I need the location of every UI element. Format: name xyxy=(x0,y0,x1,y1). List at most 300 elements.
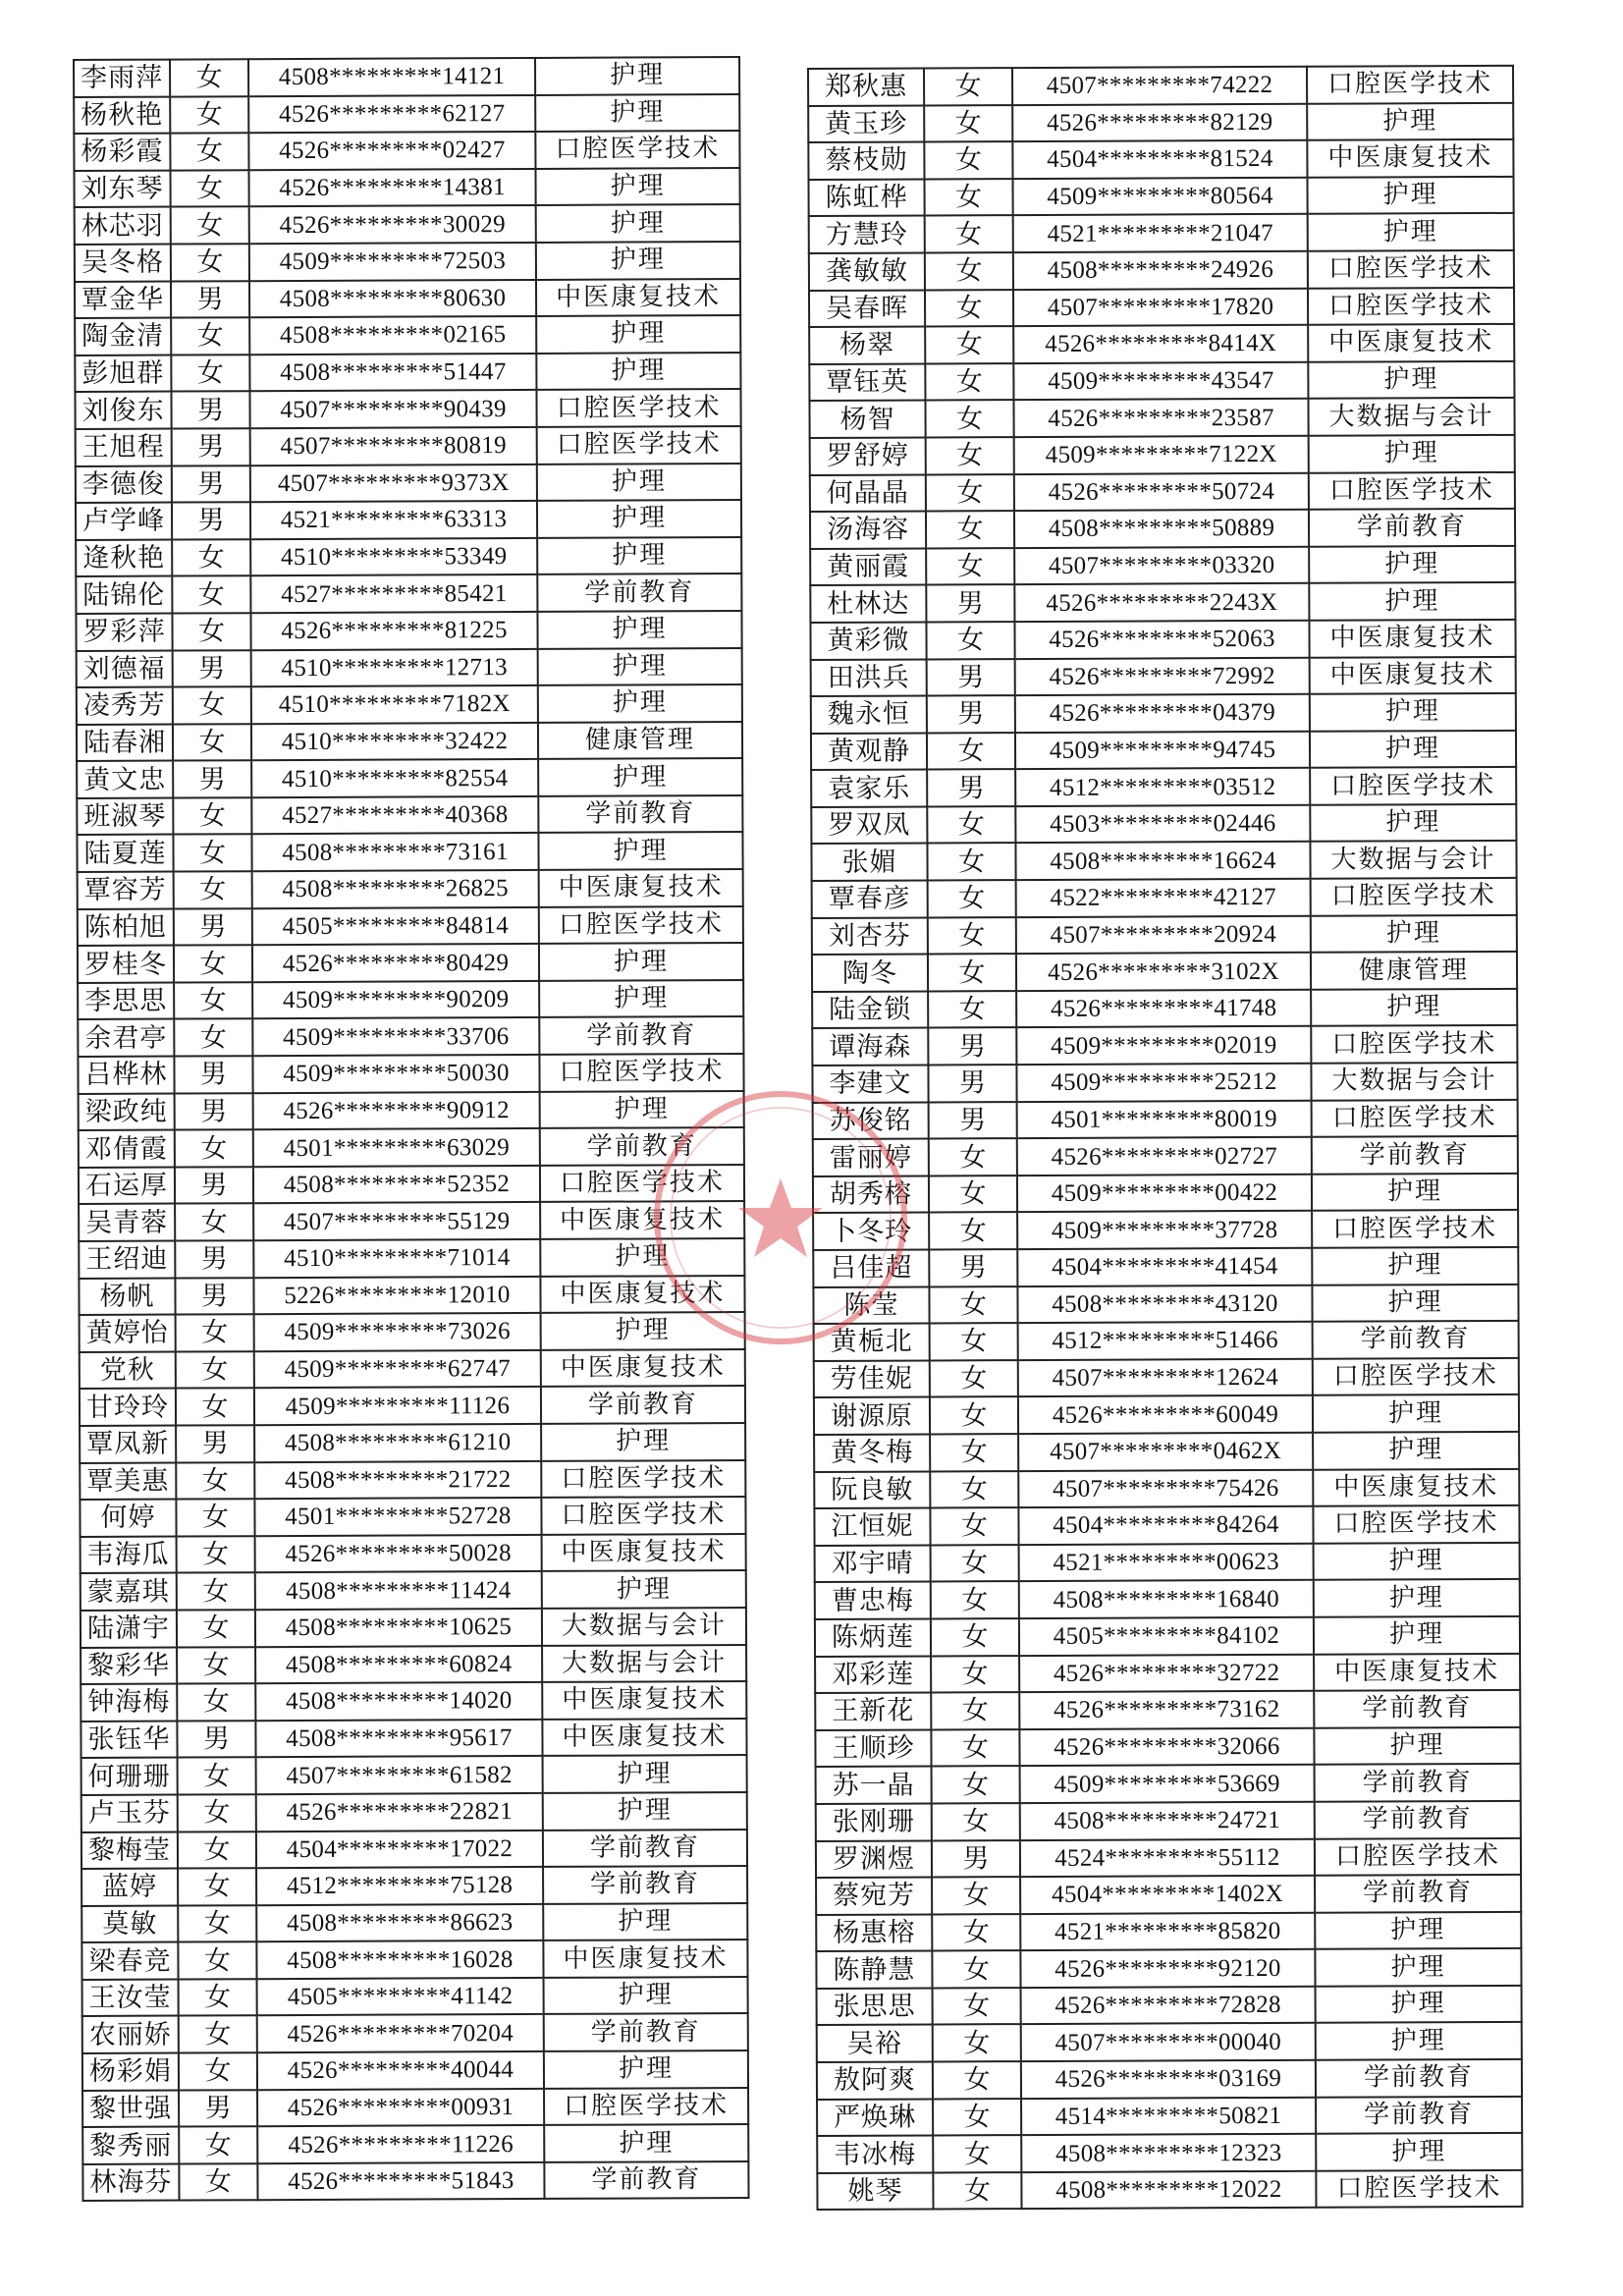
id-number-cell: 4509*********72503 xyxy=(249,243,536,281)
major-cell: 健康管理 xyxy=(538,722,742,760)
id-number-cell: 4521*********00623 xyxy=(1019,1544,1314,1582)
name-cell: 李建文 xyxy=(812,1066,928,1103)
gender-cell: 女 xyxy=(179,2016,257,2053)
right-table-row xyxy=(811,693,1516,734)
id-number-cell: 4509*********53669 xyxy=(1020,1765,1315,1803)
gender-cell: 男 xyxy=(172,465,250,503)
id-number-cell: 4509*********73026 xyxy=(254,1313,541,1351)
gender-cell: 男 xyxy=(175,1278,253,1315)
name-cell: 蒙嘉琪 xyxy=(81,1573,177,1611)
major-cell: 口腔医学技术 xyxy=(1307,66,1513,104)
right-table-row xyxy=(811,731,1516,771)
major-cell: 学前教育 xyxy=(543,1866,747,1904)
major-cell: 护理 xyxy=(543,1792,747,1831)
major-cell: 护理 xyxy=(537,464,741,502)
id-number-cell: 4508*********16624 xyxy=(1015,842,1310,880)
left-table-row xyxy=(75,204,740,245)
right-table-row xyxy=(810,582,1515,623)
gender-cell: 女 xyxy=(179,2163,257,2201)
left-table-row xyxy=(76,464,741,504)
right-table-row xyxy=(810,546,1515,586)
major-cell: 中医康复技术 xyxy=(536,279,740,317)
major-cell: 口腔医学技术 xyxy=(1313,1358,1519,1396)
name-cell: 黄彩微 xyxy=(810,622,926,659)
gender-cell: 女 xyxy=(930,1507,1018,1545)
name-cell: 黄冬梅 xyxy=(814,1434,930,1471)
id-number-cell: 4509*********90209 xyxy=(252,981,539,1019)
major-cell: 护理 xyxy=(541,1423,745,1461)
left-table-row xyxy=(81,1570,746,1611)
id-number-cell: 4508*********24721 xyxy=(1020,1802,1315,1840)
id-number-cell: 4526*********03169 xyxy=(1021,2060,1316,2099)
gender-cell: 女 xyxy=(924,68,1012,105)
id-number-cell: 4508*********73161 xyxy=(251,833,538,871)
gender-cell: 男 xyxy=(175,1167,253,1204)
name-cell: 党秋 xyxy=(80,1351,176,1389)
major-cell: 健康管理 xyxy=(1311,952,1517,990)
gender-cell: 男 xyxy=(173,650,251,687)
name-cell: 邓彩莲 xyxy=(815,1656,931,1693)
right-table-row xyxy=(816,1875,1521,1915)
name-cell: 黄婷怡 xyxy=(80,1315,176,1352)
id-number-cell: 4526*********62127 xyxy=(248,95,535,134)
gender-cell: 女 xyxy=(933,2135,1021,2172)
gender-cell: 女 xyxy=(933,2061,1021,2099)
name-cell: 黎世强 xyxy=(82,2090,179,2127)
id-number-cell: 4526*********23587 xyxy=(1013,399,1308,437)
right-table-row xyxy=(809,324,1514,364)
id-number-cell: 4504*********84264 xyxy=(1018,1506,1313,1545)
right-table-row xyxy=(814,1394,1519,1435)
major-cell: 大数据与会计 xyxy=(1310,841,1516,879)
right-table-row xyxy=(811,804,1516,845)
id-number-cell: 4509*********94745 xyxy=(1015,731,1310,769)
id-number-cell: 4507*********20924 xyxy=(1016,915,1311,954)
gender-cell: 女 xyxy=(926,622,1014,659)
left-table-row xyxy=(75,353,740,393)
id-number-cell: 4526*********32722 xyxy=(1019,1654,1314,1692)
right-table-row xyxy=(817,2096,1522,2136)
gender-cell: 女 xyxy=(178,1831,256,1869)
major-cell: 学前教育 xyxy=(1315,1801,1521,1839)
gender-cell: 女 xyxy=(931,1618,1019,1656)
name-cell: 蔡枝勋 xyxy=(808,142,924,180)
id-number-cell: 4512*********51466 xyxy=(1018,1322,1313,1360)
gender-cell: 女 xyxy=(931,1692,1019,1729)
id-number-cell: 4522*********42127 xyxy=(1016,879,1311,917)
right-table-row xyxy=(815,1653,1520,1693)
id-number-cell: 4501*********63029 xyxy=(253,1128,540,1167)
id-number-cell: 4509*********80564 xyxy=(1012,178,1307,216)
id-number-cell: 4501*********52728 xyxy=(254,1498,541,1536)
major-cell: 护理 xyxy=(536,353,740,391)
name-cell: 陆春湘 xyxy=(77,724,173,761)
name-cell: 林海芬 xyxy=(82,2163,179,2201)
id-number-cell: 4509*********7122X xyxy=(1014,436,1309,474)
name-cell: 蔡宛芳 xyxy=(816,1878,932,1915)
gender-cell: 女 xyxy=(178,1758,256,1795)
name-cell: 袁家乐 xyxy=(811,770,927,807)
id-number-cell: 4501*********80019 xyxy=(1017,1100,1312,1138)
major-cell: 口腔医学技术 xyxy=(1308,287,1514,325)
major-cell: 护理 xyxy=(544,2124,748,2162)
id-number-cell: 4508*********14121 xyxy=(248,58,535,96)
gender-cell: 男 xyxy=(927,769,1015,806)
major-cell: 护理 xyxy=(1310,731,1516,769)
name-cell: 杨彩娟 xyxy=(82,2053,179,2091)
gender-cell: 女 xyxy=(930,1323,1018,1360)
right-table-row xyxy=(816,1912,1521,1952)
major-cell: 护理 xyxy=(1309,582,1515,621)
name-cell: 彭旭群 xyxy=(75,355,171,392)
gender-cell: 女 xyxy=(930,1396,1018,1434)
gender-cell: 女 xyxy=(933,1988,1021,2025)
id-number-cell: 4507*********61582 xyxy=(256,1756,543,1794)
name-cell: 王绍迪 xyxy=(79,1241,175,1279)
gender-cell: 女 xyxy=(924,179,1012,216)
right-table-row xyxy=(815,1727,1520,1768)
gender-cell: 女 xyxy=(927,806,1015,844)
id-number-cell: 4510*********32422 xyxy=(251,723,538,761)
name-cell: 杜林达 xyxy=(810,585,926,623)
right-table-row xyxy=(816,1948,1521,1989)
gender-cell: 女 xyxy=(925,400,1013,437)
name-cell: 张思思 xyxy=(817,1988,933,2025)
major-cell: 学前教育 xyxy=(1316,2059,1522,2098)
gender-cell: 男 xyxy=(176,1425,254,1462)
major-cell: 口腔医学技术 xyxy=(1311,1025,1517,1064)
name-cell: 胡秀榕 xyxy=(813,1175,929,1213)
id-number-cell: 4526*********00931 xyxy=(257,2089,544,2127)
id-number-cell: 4503*********02446 xyxy=(1015,805,1310,844)
id-number-cell: 4526*********70204 xyxy=(257,2014,544,2052)
gender-cell: 男 xyxy=(175,1093,253,1130)
major-cell: 中医康复技术 xyxy=(540,1201,744,1239)
name-cell: 陈炳莲 xyxy=(815,1618,931,1656)
right-table-row xyxy=(817,2022,1522,2062)
right-table-row xyxy=(813,1174,1518,1214)
major-cell: 护理 xyxy=(1308,361,1514,400)
major-cell: 护理 xyxy=(1308,213,1514,251)
major-cell: 护理 xyxy=(541,1312,745,1350)
id-number-cell: 4509*********43547 xyxy=(1013,362,1308,401)
major-cell: 中医康复技术 xyxy=(542,1681,746,1720)
gender-cell: 女 xyxy=(177,1610,255,1647)
name-cell: 杨翠 xyxy=(809,327,925,364)
left-table-row xyxy=(79,1165,744,1205)
id-number-cell: 4504*********17022 xyxy=(256,1830,543,1868)
left-table-row xyxy=(77,648,742,688)
gender-cell: 女 xyxy=(173,835,251,872)
right-table-row xyxy=(812,1063,1517,1103)
major-cell: 中医康复技术 xyxy=(1313,1468,1519,1506)
left-table-row xyxy=(79,1238,744,1279)
major-cell: 中医康复技术 xyxy=(540,1276,744,1314)
right-table-row xyxy=(810,471,1515,512)
gender-cell: 男 xyxy=(928,1028,1016,1066)
major-cell: 学前教育 xyxy=(543,1830,747,1868)
id-number-cell: 4526*********72828 xyxy=(1021,1987,1316,2025)
major-cell: 中医康复技术 xyxy=(1310,656,1516,694)
gender-cell: 男 xyxy=(171,392,249,429)
id-number-cell: 4508*********52352 xyxy=(253,1166,540,1204)
left-table-row xyxy=(81,1681,746,1722)
major-cell: 学前教育 xyxy=(539,1016,743,1055)
name-cell: 敖阿爽 xyxy=(817,2062,933,2100)
gender-cell: 女 xyxy=(930,1360,1018,1397)
right-table-row xyxy=(811,656,1516,696)
name-cell: 陈虹桦 xyxy=(808,179,924,216)
major-cell: 中医康复技术 xyxy=(539,869,743,907)
gender-cell: 女 xyxy=(927,733,1015,770)
left-table-row xyxy=(79,1091,744,1131)
major-cell: 护理 xyxy=(1311,915,1517,954)
name-cell: 钟海梅 xyxy=(81,1684,177,1722)
id-number-cell: 4526*********8414X xyxy=(1013,325,1308,363)
name-cell: 王汝莹 xyxy=(82,1979,179,2016)
name-cell: 王旭程 xyxy=(76,429,172,466)
gender-cell: 男 xyxy=(932,1840,1020,1878)
major-cell: 学前教育 xyxy=(1315,1764,1521,1802)
gender-cell: 女 xyxy=(179,2126,257,2163)
id-number-cell: 4508*********80630 xyxy=(249,280,536,318)
major-cell: 中医康复技术 xyxy=(541,1349,745,1388)
name-cell: 杨帆 xyxy=(79,1278,175,1315)
gender-cell: 女 xyxy=(170,133,248,170)
right-table-row xyxy=(812,952,1517,992)
id-number-cell: 4504*********41454 xyxy=(1017,1248,1312,1286)
major-cell: 口腔医学技术 xyxy=(541,1497,745,1535)
name-cell: 黄丽霞 xyxy=(810,548,926,585)
name-cell: 梁政纯 xyxy=(79,1093,175,1130)
name-cell: 覃容芳 xyxy=(78,872,174,909)
major-cell: 护理 xyxy=(1310,804,1516,843)
left-table-row xyxy=(78,943,743,983)
id-number-cell: 4507*********17820 xyxy=(1013,288,1308,326)
name-cell: 黄文忠 xyxy=(77,761,173,798)
major-cell: 大数据与会计 xyxy=(542,1645,746,1683)
gender-cell: 女 xyxy=(925,290,1013,327)
id-number-cell: 4508*********11424 xyxy=(255,1571,542,1610)
right-table-row xyxy=(808,102,1513,142)
left-table-row xyxy=(74,57,739,97)
name-cell: 林芯羽 xyxy=(75,207,171,245)
major-cell: 中医康复技术 xyxy=(542,1719,746,1757)
name-cell: 陈莹 xyxy=(813,1286,929,1324)
name-cell: 石运厚 xyxy=(79,1167,175,1204)
major-cell: 学前教育 xyxy=(1315,1875,1521,1913)
name-cell: 覃金华 xyxy=(75,281,171,318)
major-cell: 学前教育 xyxy=(538,795,742,834)
left-table-row xyxy=(77,722,742,762)
major-cell: 学前教育 xyxy=(544,2013,748,2051)
major-cell: 学前教育 xyxy=(537,574,741,612)
left-table-row xyxy=(76,574,741,614)
major-cell: 护理 xyxy=(537,537,741,575)
major-cell: 护理 xyxy=(535,57,739,95)
id-number-cell: 4512*********75128 xyxy=(256,1867,543,1905)
gender-cell: 女 xyxy=(924,105,1012,142)
name-cell: 田洪兵 xyxy=(811,659,927,696)
name-cell: 刘东琴 xyxy=(74,170,170,207)
major-cell: 口腔医学技术 xyxy=(535,131,739,169)
name-cell: 罗舒婷 xyxy=(810,437,926,474)
right-table-row xyxy=(815,1616,1520,1657)
gender-cell: 女 xyxy=(928,954,1016,991)
name-cell: 吴冬格 xyxy=(75,245,171,282)
id-number-cell: 4521*********85820 xyxy=(1020,1912,1315,1950)
major-cell: 口腔医学技术 xyxy=(539,906,743,945)
gender-cell: 男 xyxy=(173,760,251,797)
gender-cell: 女 xyxy=(928,880,1016,917)
right-table-row xyxy=(811,841,1516,881)
major-cell: 护理 xyxy=(1314,1579,1520,1617)
gender-cell: 男 xyxy=(928,1065,1016,1102)
gender-cell: 男 xyxy=(929,1249,1017,1286)
right-table-row xyxy=(817,2059,1522,2100)
gender-cell: 男 xyxy=(927,695,1015,733)
name-cell: 邓倩霞 xyxy=(79,1130,175,1168)
roster-table-right xyxy=(807,65,1524,2212)
right-table-row xyxy=(810,620,1515,660)
major-cell: 护理 xyxy=(1315,1912,1521,1950)
left-table-row xyxy=(80,1460,745,1501)
left-table-row xyxy=(75,389,740,429)
gender-cell: 女 xyxy=(174,871,252,908)
major-cell: 护理 xyxy=(1307,177,1513,215)
name-cell: 覃钰英 xyxy=(809,363,925,401)
id-number-cell: 4509*********50030 xyxy=(252,1055,539,1093)
gender-cell: 女 xyxy=(931,1656,1019,1693)
gender-cell: 女 xyxy=(173,724,251,761)
major-cell: 护理 xyxy=(535,94,739,133)
right-table-row xyxy=(810,509,1515,549)
id-number-cell: 4514*********50821 xyxy=(1021,2097,1316,2135)
gender-cell: 女 xyxy=(176,1499,254,1536)
major-cell: 护理 xyxy=(543,1755,747,1793)
name-cell: 卢学峰 xyxy=(76,503,172,540)
major-cell: 学前教育 xyxy=(541,1386,745,1424)
left-table-row xyxy=(82,2124,748,2164)
name-cell: 黄观静 xyxy=(811,733,927,770)
id-number-cell: 4526*********90912 xyxy=(253,1092,540,1130)
id-number-cell: 4508*********95617 xyxy=(255,1720,542,1758)
name-cell: 吴青蓉 xyxy=(79,1204,175,1241)
gender-cell: 男 xyxy=(177,1721,255,1758)
id-number-cell: 4508*********51447 xyxy=(249,354,536,392)
left-table-row xyxy=(80,1349,745,1390)
gender-cell: 女 xyxy=(170,170,248,207)
major-cell: 口腔医学技术 xyxy=(1311,878,1517,916)
gender-cell: 女 xyxy=(178,1941,256,1979)
id-number-cell: 4508*********14020 xyxy=(255,1682,542,1721)
id-number-cell: 4526*********40044 xyxy=(257,2051,544,2090)
id-number-cell: 4509*********00422 xyxy=(1017,1175,1312,1213)
gender-cell: 女 xyxy=(926,437,1014,474)
name-cell: 逄秋艳 xyxy=(76,539,172,576)
major-cell: 口腔医学技术 xyxy=(1310,767,1516,805)
major-cell: 口腔医学技术 xyxy=(536,389,740,427)
left-table-row xyxy=(79,1276,744,1316)
id-number-cell: 4510*********71014 xyxy=(253,1239,540,1278)
right-table-row xyxy=(815,1543,1520,1583)
major-cell: 护理 xyxy=(540,1091,744,1129)
left-table-row xyxy=(81,1534,746,1574)
right-table-row xyxy=(813,1247,1518,1287)
name-cell: 邓宇晴 xyxy=(815,1545,931,1582)
name-cell: 黎梅莹 xyxy=(81,1831,178,1869)
right-table-row xyxy=(817,2133,1522,2173)
gender-cell: 女 xyxy=(927,844,1015,881)
name-cell: 何珊珊 xyxy=(81,1758,178,1795)
gender-cell: 女 xyxy=(926,474,1014,512)
major-cell: 护理 xyxy=(1311,989,1517,1027)
left-table-row xyxy=(78,980,743,1020)
major-cell: 护理 xyxy=(544,2050,748,2089)
name-cell: 韦冰梅 xyxy=(817,2136,933,2173)
right-table-row xyxy=(810,435,1515,475)
left-table-row xyxy=(81,1755,747,1795)
name-cell: 甘玲玲 xyxy=(80,1389,176,1426)
name-cell: 王顺珍 xyxy=(815,1729,931,1767)
id-number-cell: 4507*********75426 xyxy=(1018,1469,1313,1507)
id-number-cell: 4508*********60824 xyxy=(255,1645,542,1683)
major-cell: 中医康复技术 xyxy=(543,1940,747,1978)
name-cell: 农丽娇 xyxy=(82,2016,179,2053)
name-cell: 陶金清 xyxy=(75,318,171,355)
major-cell: 护理 xyxy=(542,1570,746,1609)
gender-cell: 女 xyxy=(933,2099,1021,2136)
name-cell: 王新花 xyxy=(815,1693,931,1730)
gender-cell: 女 xyxy=(179,2052,257,2090)
right-table-row xyxy=(809,250,1514,291)
id-number-cell: 4526*********52063 xyxy=(1014,621,1309,659)
id-number-cell: 4507*********55129 xyxy=(253,1202,540,1240)
id-number-cell: 5226*********12010 xyxy=(253,1277,540,1315)
major-cell: 护理 xyxy=(539,943,743,981)
id-number-cell: 4526*********81225 xyxy=(250,612,537,650)
id-number-cell: 4526*********11226 xyxy=(257,2125,544,2163)
major-cell: 护理 xyxy=(1309,546,1515,584)
right-table-row xyxy=(809,287,1514,327)
id-number-cell: 4509*********62747 xyxy=(254,1350,541,1389)
gender-cell: 男 xyxy=(174,908,252,946)
id-number-cell: 4508*********12022 xyxy=(1021,2171,1316,2210)
major-cell: 护理 xyxy=(538,832,742,870)
gender-cell: 女 xyxy=(925,363,1013,401)
id-number-cell: 4504*********81524 xyxy=(1012,140,1307,179)
name-cell: 何晶晶 xyxy=(810,474,926,512)
gender-cell: 女 xyxy=(925,252,1013,290)
gender-cell: 女 xyxy=(929,1286,1017,1324)
id-number-cell: 4508*********12323 xyxy=(1021,2134,1316,2172)
major-cell: 学前教育 xyxy=(1313,1321,1519,1359)
name-cell: 陈柏旭 xyxy=(78,908,174,946)
gender-cell: 女 xyxy=(931,1545,1019,1582)
id-number-cell: 4508*********02165 xyxy=(249,316,536,355)
id-number-cell: 4508*********16840 xyxy=(1019,1580,1314,1618)
gender-cell: 女 xyxy=(926,511,1014,548)
gender-cell: 男 xyxy=(171,281,249,318)
major-cell: 口腔医学技术 xyxy=(1309,471,1515,510)
major-cell: 护理 xyxy=(539,980,743,1018)
name-cell: 劳佳妮 xyxy=(814,1360,930,1397)
left-table-row xyxy=(77,758,742,798)
right-table-row xyxy=(816,1837,1521,1878)
id-number-cell: 4526*********22821 xyxy=(256,1793,543,1831)
name-cell: 刘德福 xyxy=(77,650,173,687)
name-cell: 李思思 xyxy=(78,982,174,1019)
